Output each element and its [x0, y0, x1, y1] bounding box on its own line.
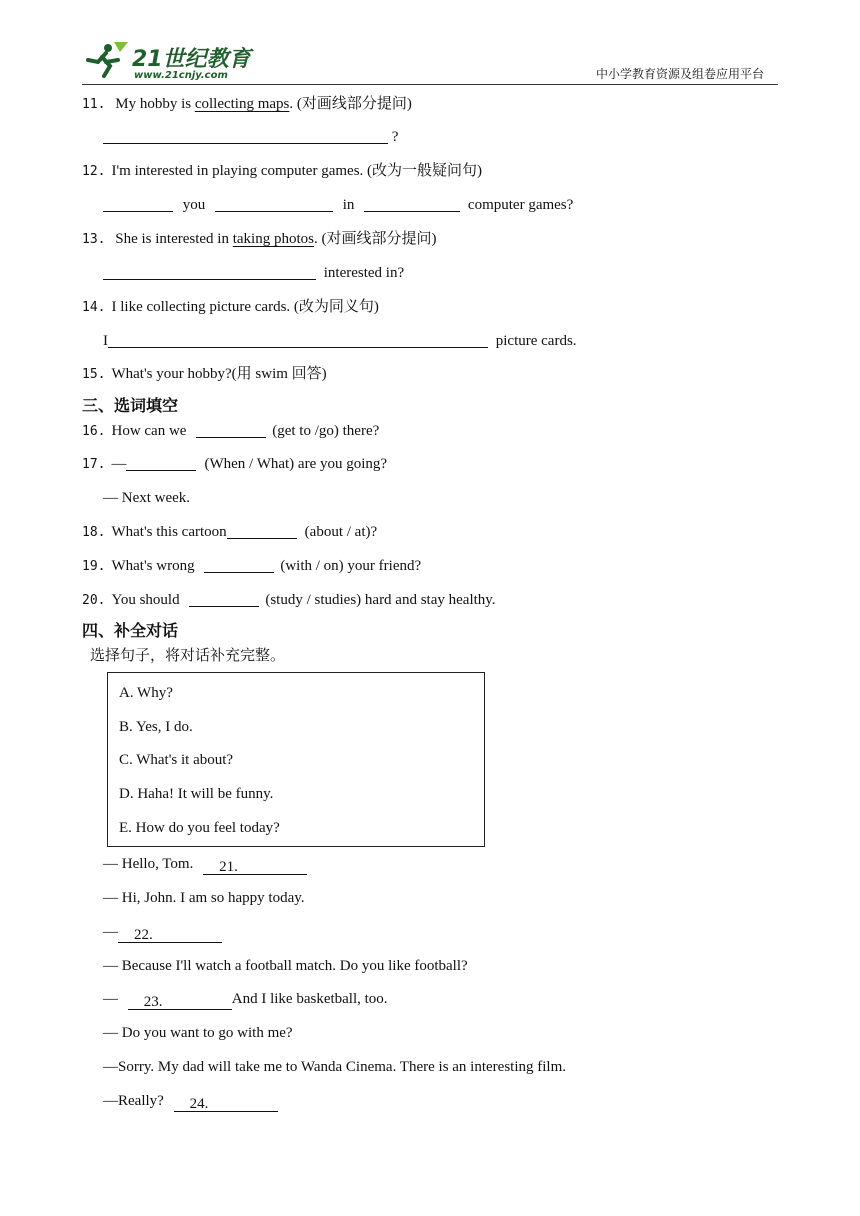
dialogue-line-7: —Sorry. My dad will take me to Wanda Cinema. There is an interesting film. — [103, 1059, 567, 1075]
option-c: C. What's it about? — [119, 752, 234, 768]
question-text: How can we — [111, 423, 187, 439]
answer-blank[interactable] — [103, 196, 173, 212]
dialogue-line-8 — [103, 1091, 278, 1112]
answer-line-12 — [103, 195, 573, 215]
answer-word: computer games? — [467, 197, 574, 213]
question-instruction: . (对画线部分提问) — [313, 231, 437, 247]
question-15 — [82, 364, 327, 385]
option-b: B. Yes, I do. — [119, 719, 193, 735]
header-platform-text: 中小学教育资源及组卷应用平台 — [596, 67, 765, 81]
dialogue-text: —Really? — [103, 1093, 164, 1109]
question-17 — [82, 454, 387, 475]
section-instruction: 选择句子，将对话补充完整。 — [90, 648, 286, 664]
dialogue-line-5 — [103, 989, 388, 1010]
dialogue-line-4: — Because I'll watch a football match. Do you like football? — [103, 958, 468, 974]
question-text: What's your hobby?(用 swim 回答) — [111, 366, 327, 382]
question-options: (study / studies) hard and stay healthy. — [265, 592, 496, 608]
logo-title: 21世纪教育 — [132, 47, 251, 72]
answer-blank[interactable] — [215, 196, 333, 212]
answer-blank[interactable] — [227, 523, 297, 539]
answer-blank[interactable] — [204, 557, 274, 573]
blank-number: 23. — [143, 994, 163, 1010]
answer-blank[interactable] — [189, 591, 259, 607]
question-text: What's this cartoon — [111, 524, 227, 540]
section-title-4: 四、补全对话 — [82, 621, 179, 640]
dialogue-blank-24[interactable] — [174, 1094, 278, 1112]
answer-tail: picture cards. — [495, 333, 577, 349]
question-16 — [82, 421, 379, 442]
dialogue-blank-23[interactable] — [128, 992, 232, 1010]
dialogue-blank-22[interactable] — [118, 925, 222, 943]
answer-17: — Next week. — [103, 490, 191, 506]
question-number: 11. — [82, 97, 106, 112]
answer-blank[interactable] — [103, 128, 388, 144]
blank-number: 22. — [134, 927, 153, 943]
question-number: 20. — [82, 593, 106, 608]
section-title-3: 三、选词填空 — [82, 396, 179, 415]
question-text: What's wrong — [111, 558, 195, 574]
blank-number: 21. — [219, 859, 238, 875]
question-12 — [82, 161, 482, 182]
question-options: (with / on) your friend? — [280, 558, 422, 574]
dash: — — [111, 456, 127, 472]
header-rule — [82, 84, 778, 85]
dialogue-line-1 — [103, 854, 307, 875]
answer-blank[interactable] — [126, 455, 196, 471]
option-e: E. How do you feel today? — [119, 820, 280, 836]
question-number: 12. — [82, 164, 106, 179]
question-number: 15. — [82, 367, 106, 382]
header-logo — [84, 40, 254, 84]
answer-tail: ? — [391, 129, 399, 145]
answer-tail: interested in? — [323, 265, 405, 281]
question-options: (about / at)? — [304, 524, 378, 540]
question-number: 16. — [82, 424, 106, 439]
question-number: 17. — [82, 457, 106, 472]
answer-word: in — [342, 197, 355, 213]
question-number: 19. — [82, 559, 106, 574]
question-13 — [82, 229, 436, 250]
answer-blank[interactable] — [103, 264, 316, 280]
logo-url: www.21cnjy.com — [134, 70, 228, 81]
dialogue-blank-21[interactable] — [203, 857, 307, 875]
answer-line-13 — [103, 263, 404, 283]
runner-logo-icon — [84, 40, 130, 80]
answer-blank[interactable] — [108, 332, 488, 348]
dialogue-text: — Hello, Tom. — [103, 856, 194, 872]
dialogue-line-6: — Do you want to go with me? — [103, 1025, 293, 1041]
question-20 — [82, 590, 496, 611]
dialogue-text: — — [103, 991, 118, 1007]
question-options: (get to /go) there? — [272, 423, 380, 439]
answer-blank[interactable] — [364, 196, 460, 212]
question-19 — [82, 556, 421, 577]
option-d: D. Haha! It will be funny. — [119, 786, 274, 802]
question-instruction: . (对画线部分提问) — [289, 96, 412, 112]
question-text: She is interested in — [115, 231, 233, 247]
dialogue-text: And I like basketball, too. — [231, 991, 388, 1007]
answer-blank[interactable] — [196, 422, 266, 438]
question-text: I like collecting picture cards. (改为同义句) — [111, 299, 379, 315]
question-11 — [82, 94, 412, 115]
question-text: I'm interested in playing computer games. (改为一般疑问句) — [111, 163, 483, 179]
blank-number: 24. — [189, 1096, 209, 1112]
answer-line-14 — [103, 331, 577, 351]
question-number: 18. — [82, 525, 106, 540]
options-box — [107, 672, 485, 847]
question-text: My hobby is — [115, 96, 195, 112]
answer-word: you — [182, 197, 206, 213]
answer-line-11 — [103, 127, 398, 147]
question-number: 14. — [82, 300, 106, 315]
underlined-phrase: taking photos — [232, 231, 314, 247]
dialogue-text: — — [103, 924, 118, 940]
underlined-phrase: collecting maps — [194, 96, 290, 112]
dialogue-line-2: — Hi, John. I am so happy today. — [103, 890, 305, 906]
question-18 — [82, 522, 377, 543]
question-text: You should — [111, 592, 180, 608]
dialogue-line-3 — [103, 922, 222, 943]
option-a: A. Why? — [119, 685, 173, 701]
question-options: (When / What) are you going? — [204, 456, 388, 472]
question-14 — [82, 297, 379, 318]
answer-lead: I — [103, 333, 108, 349]
question-number: 13. — [82, 232, 106, 247]
